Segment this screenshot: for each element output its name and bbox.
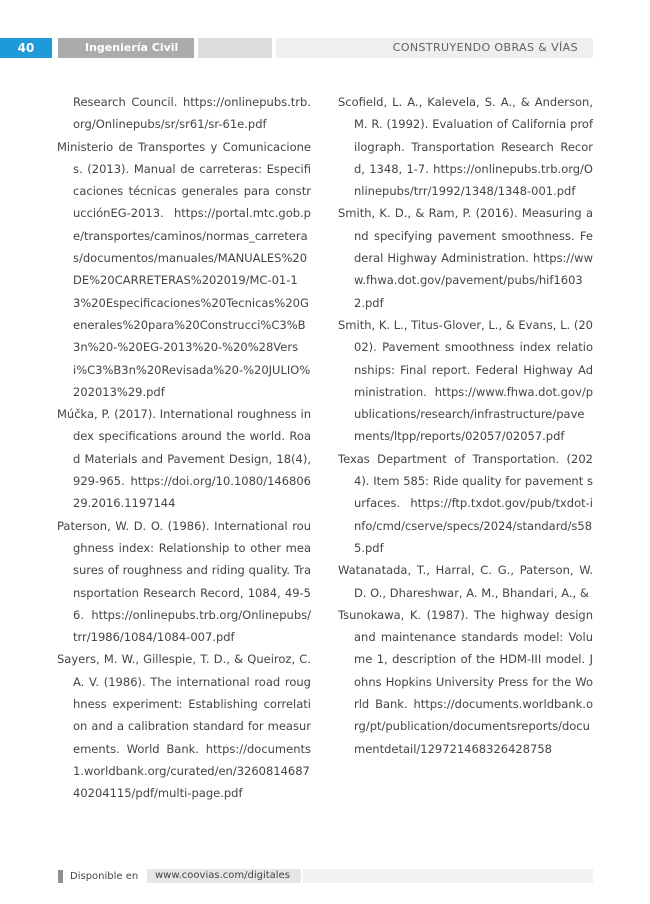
reference-entry: Paterson, W. D. O. (1986). International roughness index: Relationship to other measures of roughness and riding quality. Transportation Research Record, 1084, 49-56. https://onlinepubs.trb.org/Onlinepubs/trr/1986/1084/1084-007.pdf: [57, 518, 311, 645]
footer-url-link[interactable]: www.coovias.com/digitales: [147, 869, 301, 883]
references-left-column: [57, 91, 311, 805]
header-divider-block: [198, 38, 272, 58]
reference-entry: Smith, K. L., Titus-Glover, L., & Evans, L. (2002). Pavement smoothness index relationships: Final report. Federal Highway Administration. https://www.fhwa.dot.gov/publications/research/infrastructure/pavements/ltpp/reports/02057/02057.pdf: [338, 317, 593, 444]
footer-bar: [303, 869, 593, 883]
references-right-column: [338, 91, 593, 760]
reference-entry: Múčka, P. (2017). International roughness index specifications around the world. Road Materials and Pavement Design, 18(4), 929-965. https://doi.org/10.1080/14680629.2016.1197144: [57, 407, 311, 511]
reference-entry: Texas Department of Transportation. (2024). Item 585: Ride quality for pavement surfaces. https://ftp.txdot.gov/pub/txdot-info/cmd/cserve/specs/2024/standard/s585.pdf: [338, 451, 593, 555]
section-label: Ingeniería Civil: [58, 38, 194, 58]
reference-entry: Tsunokawa, K. (1987). The highway design and maintenance standards model: Volume 1, description of the HDM-III model. Johns Hopkins University Press for the World Bank. https://documents.worldbank.org/pt/publication/documentsreports/documentdetail/129721468326428758: [338, 607, 593, 756]
reference-entry: Scofield, L. A., Kalevela, S. A., & Anderson, M. R. (1992). Evaluation of California profilograph. Transportation Research Record, 1348, 1-7. https://onlinepubs.trb.org/Onlinepubs/trr/1992/1348/1348-001.pdf: [338, 95, 593, 199]
reference-entry: Watanatada, T., Harral, C. G., Paterson, W. D. O., Dhareshwar, A. M., Bhandari, A., &: [338, 563, 593, 600]
magazine-title: CONSTRUYENDO OBRAS & VÍAS: [276, 38, 593, 58]
reference-entry: Sayers, M. W., Gillespie, T. D., & Queiroz, C. A. V. (1986). The international road roughness experiment: Establishing correlation and a calibration standard for measurements. World Bank. https://documents1.worldbank.org/curated/en/326081468740204115/pdf/multi-page.pdf: [57, 652, 311, 801]
reference-entry: Ministerio de Transportes y Comunicaciones. (2013). Manual de carreteras: Especificaciones técnicas generales para construcciónEG-2013. https://portal.mtc.gob.pe/transportes/caminos/normas_carreteras/documentos/manuales/MANUALES%20DE%20CARRETERAS%202019/MC-01-13%20Especificaciones%20Tecnicas%20Generales%20para%20Construcci%C3%B3n%20-%20EG-2013%20-%20%28Versi%C3%B3n%20Revisada%20-%20JULIO%202013%29.pdf: [57, 139, 311, 399]
footer-label: Disponible en: [70, 871, 139, 882]
reference-entry: Research Council. https://onlinepubs.trb.org/Onlinepubs/sr/sr61/sr-61e.pdf: [73, 95, 311, 132]
reference-entry: Smith, K. D., & Ram, P. (2016). Measuring and specifying pavement smoothness. Federal Highway Administration. https://www.fhwa.dot.gov/pavement/pubs/hif16032.pdf: [338, 206, 593, 310]
footer-marker: [58, 870, 63, 883]
page-number: 40: [0, 38, 52, 58]
